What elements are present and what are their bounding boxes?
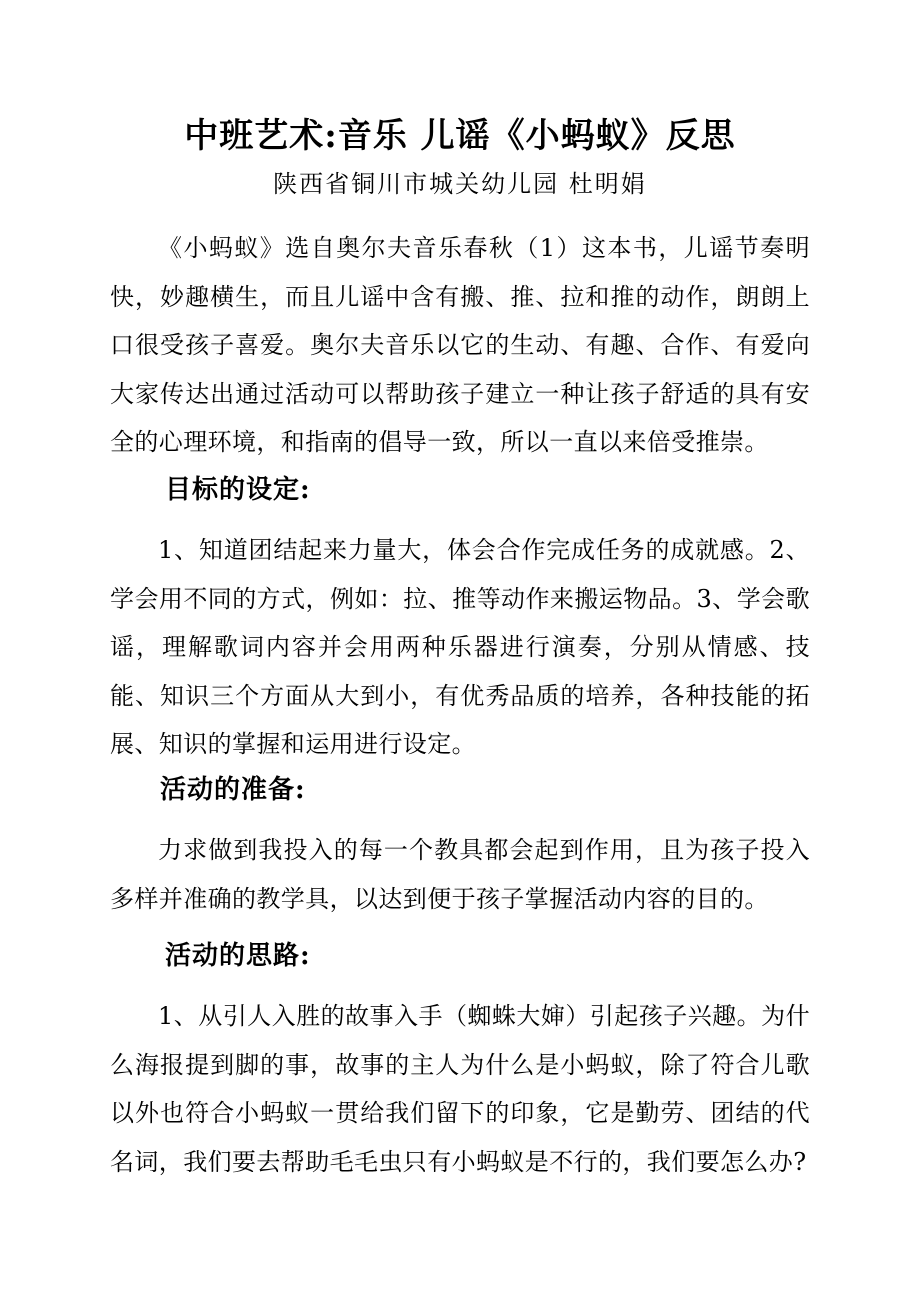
section-body-approach: 1、从引人入胜的故事入手（蜘蛛大婶）引起孩子兴趣。为什么海报提到脚的事，故事的主人为什么是小蚂蚁，除了符合儿歌以外也符合小蚂蚁一贯给我们留下的印象，它是勤劳、团结的代名词，我们要去帮助毛毛虫只有小蚂蚁是不行的，我们要怎么办? xyxy=(110,1002,810,1176)
document-author: 陕西省铜川市城关幼儿园 杜明娟 xyxy=(273,170,647,198)
section-body-goals: 1、知道团结起来力量大，体会合作完成任务的成就感。2、学会用不同的方式，例如：拉、推等动作来搬运物品。3、学会歌谣，理解歌词内容并会用两种乐器进行演奏，分别从情感、技能、知识三个方面从大到小，有优秀品质的培养，各种技能的拓展、知识的掌握和运用进行设定。 xyxy=(110,536,810,758)
section-heading-preparation: 活动的准备: xyxy=(160,775,306,805)
section-heading-approach: 活动的思路: xyxy=(165,941,311,971)
section-body-preparation: 力求做到我投入的每一个教具都会起到作用，且为孩子投入多样并准确的教学具，以达到便于孩子掌握活动内容的目的。 xyxy=(110,836,810,913)
document-title: 中班艺术:音乐 儿谣《小蚂蚁》反思 xyxy=(184,116,736,156)
intro-paragraph: 《小蚂蚁》选自奥尔夫音乐春秋（1）这本书，儿谣节奏明快，妙趣横生，而且儿谣中含有搬、推、拉和推的动作，朗朗上口很受孩子喜爱。奥尔夫音乐以它的生动、有趣、合作、有爱向大家传达出通过活动可以帮助孩子建立一种让孩子舒适的具有安全的心理环境，和指南的倡导一致，所以一直以来倍受推崇。 xyxy=(110,234,810,456)
section-heading-goals: 目标的设定: xyxy=(165,475,311,505)
